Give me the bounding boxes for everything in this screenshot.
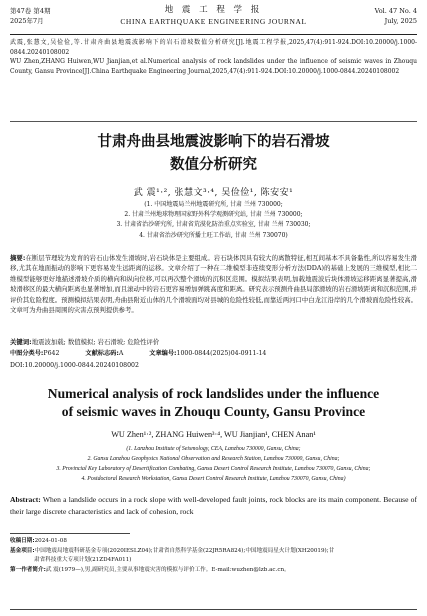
affiliation-en-3: 3. Provincial Key Laboratory of Desertification Combating, Gansu Desert Control Research Institute, Lanzhou 730070, Gansu, China; <box>56 466 371 473</box>
title-cn-line-1: 甘肃舟曲县地震波影响下的岩石滑坡 <box>97 134 330 150</box>
issue-date-en: July, 2025 <box>384 17 417 25</box>
issue-info-en <box>375 6 417 26</box>
received-date-line <box>10 537 417 547</box>
clc-label: 中图分类号: <box>10 350 44 357</box>
affiliation-en-2: 2. Gansu Lanzhou Geophysics National Observation and Research Station, Lanzhou 730000, Gansu, China; <box>87 456 340 463</box>
abstract-cn-label: 摘要: <box>10 254 26 262</box>
affiliation-cn-4: 4. 甘肃省治沙研究所播土旺工作站, 甘肃 兰州 730070) <box>139 231 288 239</box>
abstract-en-text: When a landslide occurs in a rock slope with well-developed fault joints, rock blocks are its main component. Because of their large discrete characteristics and lack of cohesion, rock <box>10 495 417 516</box>
classification-line <box>10 349 417 359</box>
affiliation-cn-1: (1. 中国地震局兰州地震研究所, 甘肃 兰州 730000; <box>144 201 283 208</box>
authors-en: WU Zhen¹·², ZHANG Huiwen³·⁴, WU Jianjian¹, CHEN Anan¹ <box>111 430 316 439</box>
title-en-line-2: of seismic waves in Zhouqu County, Gansu Province <box>61 404 366 419</box>
abstract-en <box>10 494 417 518</box>
affiliation-en-1: (1. Lanzhou Institute of Seismology, CEA, Lanzhou 730000, Gansu, China; <box>126 446 301 452</box>
affiliation-cn-3: 3. 甘肃省治沙研究所, 甘肃省荒漠化防治重点实验室, 甘肃 兰州 730030; <box>116 221 311 229</box>
first-author-text: 武 震(1979—),男,副研究员,主要从事地震灾害的模拟与评价工作。E-mail:wuzhen@lzb.ac.cn。 <box>45 566 290 573</box>
footnote-rule <box>10 533 130 534</box>
fund-text-1: 中国地震局地震科研基金专项(2020IESLZ04);甘肃省自然科学基金(22JR5RA824);中国地震局星火计划(XH20019);甘 <box>34 547 335 554</box>
fund-label: 基金项目: <box>10 547 35 554</box>
volume-issue-en: Vol. 47 No. 4 <box>374 7 417 15</box>
title-cn-line-2: 数值分析研究 <box>170 157 257 173</box>
article-number-label: 文章编号: <box>149 350 177 357</box>
abstract-cn-text: 在断层节理较为发育的岩石山体发生滑坡时,岩石块体是主要组成。岩石块体因具有较大的离散特征,相互间基本不具备黏性,所以容易发生滑移,尤其在地面振动的影响下更容易发生远距离的运移。文章介绍了一种在二维模型非连续变形分析方法(DDA)的基础上发展的三维模型,相比二维模型能够更好地描述滑坡介质的横向和纵向位移,可以再次整个滑坡的沉积区范围。模拟结果表明,加载地震波后块体滑坡运移距离显著提高,滑坡滑移区的最大横向距离也显著增加,而且滚动中的岩石更容易增加弹跳高度和距离。研究表示预测舟曲县局部滑坡的岩石滑坡距离和沉积范围,并评价其危险程度。预测模拟结果表明,舟曲县附近山体的几个滑坡面均对县城的危险性较低,而靠近两河口中白龙江沿岸的几个滑坡面危险性较高。文章可为舟曲县周围的灾害点预判提供参考。 <box>10 254 417 315</box>
citation-block <box>10 38 417 76</box>
fund-line <box>10 547 417 557</box>
fund-line-2 <box>10 556 417 566</box>
header-rule <box>10 34 417 35</box>
affiliation-cn-2: 2. 甘肃兰州地球物理国家野外科学观测研究站, 甘肃 兰州 730000; <box>124 211 303 219</box>
footnotes <box>10 537 417 575</box>
keywords-cn-text: 地震波加载; 数值模拟; 岩石滑坡; 危险性评价 <box>31 338 160 346</box>
abstract-cn <box>10 253 417 315</box>
article-title-cn <box>0 131 427 177</box>
title-en-line-1: Numerical analysis of rock landslides under the influence <box>47 386 380 401</box>
volume-issue: 第47卷 第4期 <box>10 7 51 15</box>
authors-cn: 武 震¹·², 张慧文³·⁴, 吴俭俭¹, 陈安安¹ <box>133 188 294 198</box>
doc-code-label: 文献标志码: <box>85 350 119 357</box>
article-title-en <box>0 385 427 421</box>
article-number-value: 1000-0844(2025)04-0911-14 <box>176 350 267 357</box>
citation-en: WU Zhen,ZHANG Huiwen,WU Jianjian,et al.Numerical analysis of rock landslides under the influence of seismic waves in Zhouqu County, Gansu Province[J].China Earthquake Engineering Journal,2025,47(4):911-924.DOI:10.20000/j.1000-0844.20240108002 <box>10 58 417 75</box>
journal-name-cn: 地 震 工 程 学 报 <box>164 5 263 15</box>
first-author-line <box>10 566 417 576</box>
citation-rule <box>10 121 417 122</box>
clc-value: P642 <box>43 350 60 357</box>
affiliations-cn <box>0 200 427 241</box>
bottom-rule <box>10 609 417 610</box>
issue-date: 2025年7月 <box>10 17 44 25</box>
first-author-label: 第一作者简介: <box>10 566 46 573</box>
abstract-en-label: Abstract: <box>10 495 41 504</box>
received-date: 2024-01-08 <box>34 538 67 544</box>
keywords-cn-label: 关键词: <box>10 338 32 346</box>
doc-code-value: A <box>118 350 124 357</box>
keywords-cn <box>10 337 417 347</box>
journal-name-en: CHINA EARTHQUAKE ENGINEERING JOURNAL <box>120 17 307 26</box>
affiliation-en-4: 4. Postdoctoral Research Workstation, Gansu Desert Control Research Institute, Lanzhou 730070, Gansu, China) <box>81 476 346 483</box>
fund-text-2: 肃省科技重大专项计划(21ZD4FA011) <box>34 557 132 564</box>
journal-name <box>10 5 417 27</box>
received-label: 收稿日期: <box>10 538 35 544</box>
affiliations-en <box>10 444 417 484</box>
doi-line: DOI:10.20000/j.1000-0844.20240108002 <box>10 362 139 369</box>
citation-cn: 武震,张慧文,吴俭俭,等.甘肃舟曲县地震波影响下的岩石滑坡数值分析研究[J].地震工程学报,2025,47(4):911-924.DOI:10.20000/j.1000-0844.20240108002 <box>10 39 417 56</box>
running-header <box>10 4 417 34</box>
